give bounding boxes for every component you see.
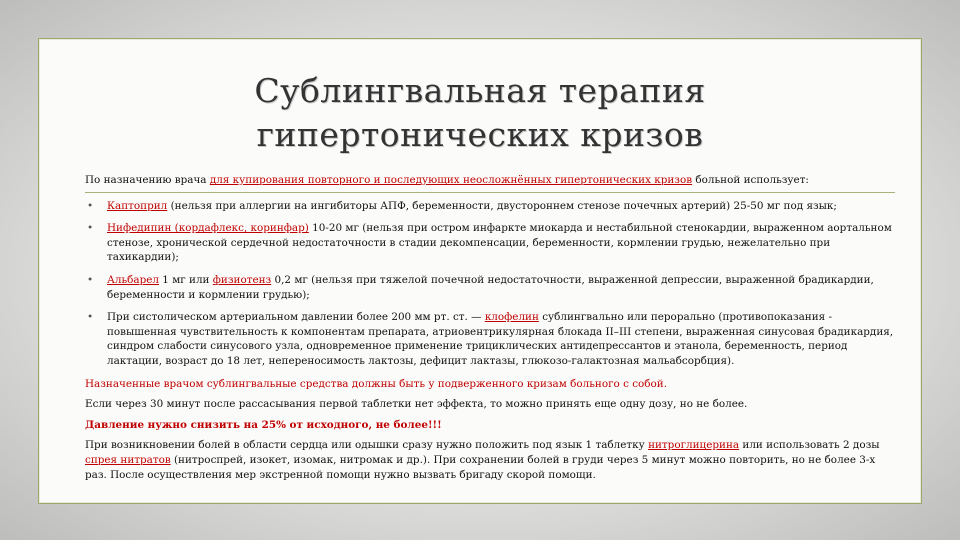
- title-line-1: Сублингвальная терапия: [254, 71, 706, 110]
- clonidine-prefix: При систолическом артериальном давлении более 200 мм рт. ст. —: [107, 311, 485, 324]
- list-item-nifedipine: [85, 221, 895, 265]
- drug-text-clonidine: сублингвально или перорально (противопоказания - повышенная чувствительность к компонентам препарата, атриовентрикулярная блокада II–III степени, выраженная синусовая брадикардия, синдром слабости синусового узла, одновременное применение трициклических антидепрессантов и этанола, беременность, период лактации, возраст до 18 лет, непереносимость лактозы, дефицит лактазы, глюкозо-галактозная мальабсорбция).: [107, 311, 894, 367]
- drug-text-nifedipine: 10-20 мг (нельзя при остром инфаркте миокарда и нестабильной стенокардии, выраженном аортальном стенозе, хронической сердечной недостаточности в стадии декомпенсации, беременности, кормлении грудью, нежелательно при тахикардии);: [107, 222, 892, 264]
- intro-link[interactable]: для купирования повторного и последующих неосложнённых гипертонических кризов: [209, 174, 693, 186]
- nitrate-spray-link[interactable]: спрея нитратов: [85, 453, 171, 466]
- drug-text-albarel: 0,2 мг (нельзя при тяжелой почечной недостаточности, выраженной депрессии, выраженной брадикардии, беременности и кормлении грудью);: [107, 273, 874, 301]
- drug-mid-albarel: 1 мг или: [158, 273, 213, 286]
- final-text-1: При возникновении болей в области сердца или одышки сразу нужно положить под язык 1 таблетку: [85, 439, 649, 452]
- slide-title: [39, 69, 921, 157]
- intro-paragraph: [85, 173, 895, 193]
- list-item-clonidine: [85, 310, 895, 368]
- list-item-albarel: [85, 273, 895, 302]
- drug-link-albarel[interactable]: Альбарел: [107, 273, 159, 286]
- slide-card: [38, 38, 922, 504]
- drug-link-nifedipine[interactable]: Нифедипин (кордафлекс, коринфар): [107, 222, 309, 235]
- title-line-2: гипертонических кризов: [256, 115, 704, 154]
- slide-body: [85, 173, 895, 488]
- drug-text-captopril: (нельзя при аллергии на ингибиторы АПФ, беременности, двустороннем стенозе почечных артерий) 25-50 мг под язык;: [167, 199, 837, 212]
- drug-list: [85, 199, 895, 369]
- nitroglycerin-link[interactable]: нитроглицерина: [648, 439, 740, 452]
- list-item-captopril: [85, 199, 895, 214]
- final-text-3: (нитроспрей, изокет, изомак, нитромак и др.). При сохранении болей в груди через 5 минут можно повторить, но не более 3-х раз. После осуществления мер экстренной помощи нужно вызвать бригаду скорой помощи.: [85, 453, 876, 481]
- note-carry-meds: Назначенные врачом сублингвальные средства должны быть у подверженного кризам больного с собой.: [85, 377, 668, 390]
- note-target-pressure: Давление нужно снизить на 25% от исходного, не более!!!: [85, 418, 442, 431]
- drug-link-clonidine[interactable]: клофелин: [484, 311, 539, 324]
- intro-suffix: больной использует:: [692, 174, 809, 186]
- final-paragraph: [85, 438, 895, 482]
- final-text-2: или использовать 2 дозы: [739, 439, 880, 452]
- note-repeat-dose: Если через 30 минут после рассасывания первой таблетки нет эффекта, то можно принять еще одну дозу, но не более.: [85, 398, 748, 411]
- drug-link-captopril[interactable]: Каптоприл: [107, 199, 168, 212]
- intro-prefix: По назначению врача: [85, 174, 210, 186]
- drug-link-physiotens[interactable]: физиотенз: [212, 273, 272, 286]
